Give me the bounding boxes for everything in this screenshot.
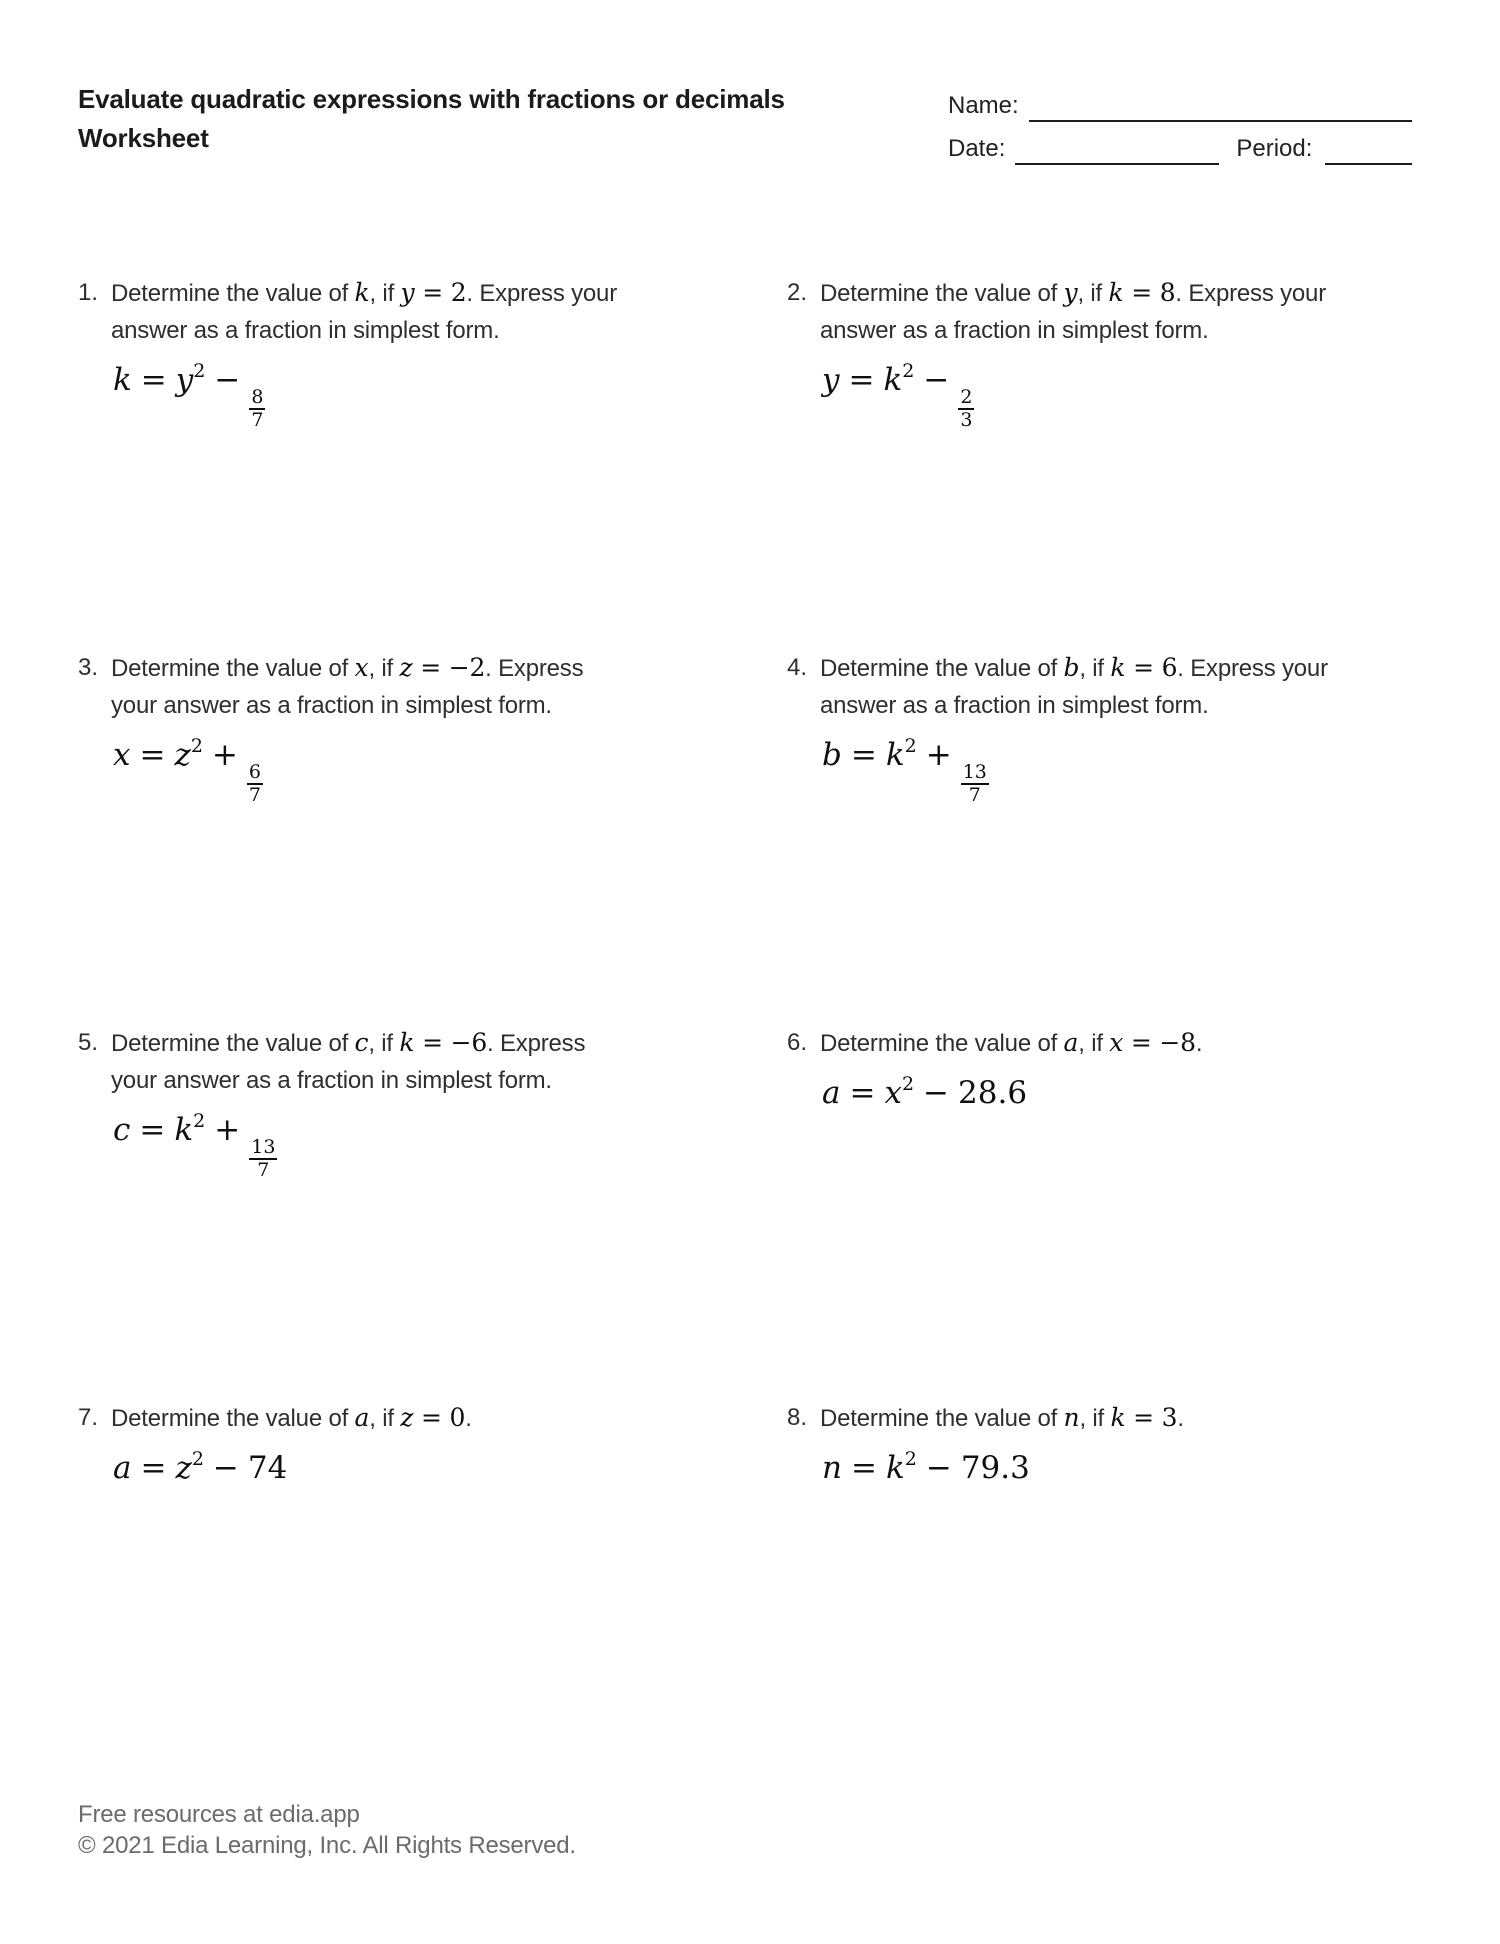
footer-copyright: © 2021 Edia Learning, Inc. All Rights Reserved. <box>78 1832 576 1859</box>
base-variable: k <box>885 737 905 773</box>
fraction-numerator: 13 <box>249 1137 277 1160</box>
prompt-text: Determine the value of <box>820 280 1064 307</box>
math-variable: k <box>1108 278 1124 307</box>
problem-4 <box>787 649 1447 1024</box>
equation-base-term <box>174 1112 205 1147</box>
name-label: Name: <box>948 92 1019 119</box>
problem-5 <box>78 1024 787 1399</box>
fraction-denominator: 7 <box>251 409 264 432</box>
problem-body <box>111 274 787 432</box>
student-fields <box>948 90 1412 176</box>
math-variable: z <box>399 653 413 682</box>
equation <box>113 737 787 807</box>
date-label: Date: <box>948 135 1006 162</box>
equation-base-term <box>175 1450 203 1485</box>
problems-grid <box>78 274 1447 1774</box>
problem-text-line <box>820 274 1447 312</box>
math-value: = 3 <box>1125 1403 1178 1432</box>
equation-lhs: a <box>822 1075 841 1111</box>
equation <box>822 1075 1447 1111</box>
equals-sign: = <box>139 1112 166 1148</box>
date-blank-line <box>1015 139 1219 165</box>
base-variable: z <box>175 1450 192 1486</box>
prompt-text: answer as a fraction in simplest form. <box>111 317 500 344</box>
math-variable: k <box>1110 653 1126 682</box>
problem-text-line <box>820 312 1447 349</box>
exponent: 2 <box>190 735 203 757</box>
problem-number: 1. <box>78 279 99 306</box>
math-value: = 2 <box>414 278 467 307</box>
fraction-numerator: 13 <box>961 762 989 785</box>
operator-sign: − <box>923 1075 950 1111</box>
equals-sign: = <box>850 737 877 773</box>
math-variable: k <box>1110 1403 1126 1432</box>
problem-2 <box>787 274 1447 649</box>
problem-body <box>820 649 1447 807</box>
math-variable: c <box>354 1028 369 1057</box>
prompt-text: , if <box>368 655 400 682</box>
prompt-text: . Express your <box>1177 655 1328 682</box>
constant-value: 28.6 <box>958 1075 1028 1111</box>
math-value: = −8 <box>1123 1028 1196 1057</box>
operator-sign: − <box>923 362 950 398</box>
prompt-text: . <box>1195 1030 1203 1057</box>
equation-lhs: n <box>822 1450 842 1486</box>
base-variable: k <box>174 1112 194 1148</box>
problem-text-line <box>111 1024 787 1062</box>
operator-sign: + <box>214 1112 241 1148</box>
prompt-text: , if <box>1079 655 1111 682</box>
fraction <box>249 1137 277 1182</box>
prompt-text: Determine the value of <box>820 1405 1064 1432</box>
prompt-text: answer as a fraction in simplest form. <box>820 317 1209 344</box>
problem-1 <box>78 274 787 649</box>
math-value: = 8 <box>1123 278 1176 307</box>
math-variable: y <box>400 278 415 307</box>
problem-number: 6. <box>787 1029 808 1056</box>
problem-text-line <box>820 687 1447 724</box>
math-variable: b <box>1063 653 1080 682</box>
problem-body <box>820 1399 1447 1486</box>
operator-sign: − <box>212 1450 239 1486</box>
exponent: 2 <box>902 360 915 382</box>
fraction <box>961 762 989 807</box>
equals-sign: = <box>140 1450 167 1486</box>
math-value: = 6 <box>1125 653 1178 682</box>
fraction <box>247 762 263 807</box>
problem-body <box>820 274 1447 432</box>
fraction-denominator: 3 <box>960 409 973 432</box>
fraction-numerator: 2 <box>958 387 974 410</box>
problem-text-line <box>820 1024 1447 1062</box>
problem-number: 8. <box>787 1404 808 1431</box>
problem-body <box>111 1024 787 1182</box>
equals-sign: = <box>848 362 875 398</box>
base-variable: k <box>883 362 903 398</box>
equation-base-term <box>884 362 915 397</box>
math-variable: z <box>400 1403 414 1432</box>
prompt-text: Determine the value of <box>111 1030 355 1057</box>
equals-sign: = <box>849 1075 876 1111</box>
math-variable: k <box>399 1028 415 1057</box>
footer-source: Free resources at edia.app <box>78 1801 360 1828</box>
equation-lhs: k <box>113 362 132 398</box>
prompt-text: . <box>1177 1405 1184 1432</box>
exponent: 2 <box>904 1448 917 1470</box>
prompt-text: your answer as a fraction in simplest form. <box>111 1067 552 1094</box>
equation-base-term <box>886 1450 917 1485</box>
worksheet-title-line2: Worksheet <box>78 123 209 153</box>
math-variable: x <box>1109 1028 1124 1057</box>
equation-lhs: y <box>822 362 840 398</box>
fraction-denominator: 7 <box>257 1159 270 1182</box>
math-value: = 0 <box>413 1403 466 1432</box>
prompt-text: , if <box>1077 280 1109 307</box>
problem-text-line <box>111 687 787 724</box>
prompt-text: , if <box>368 1030 400 1057</box>
math-variable: a <box>1063 1028 1079 1057</box>
fraction-denominator: 7 <box>248 784 261 807</box>
prompt-text: , if <box>369 280 401 307</box>
fraction-numerator: 6 <box>247 762 263 785</box>
problem-text-line <box>111 649 787 687</box>
problem-text-line <box>111 274 787 312</box>
problem-body <box>111 649 787 807</box>
problem-text-line <box>111 1062 787 1099</box>
equation <box>113 1112 787 1182</box>
math-value: = −2 <box>412 653 486 682</box>
equation-base-term <box>886 737 917 772</box>
problem-number: 2. <box>787 279 808 306</box>
problem-text-line <box>111 312 787 349</box>
equation-base-term <box>174 737 202 772</box>
page-footer <box>78 1799 576 1861</box>
equals-sign: = <box>139 737 166 773</box>
fraction <box>958 387 974 432</box>
math-variable: n <box>1063 1403 1080 1432</box>
name-blank-line <box>1029 96 1412 122</box>
prompt-text: Determine the value of <box>820 655 1064 682</box>
exponent: 2 <box>904 735 917 757</box>
equation <box>822 737 1447 807</box>
exponent: 2 <box>901 1073 915 1095</box>
base-variable: x <box>884 1075 902 1111</box>
operator-sign: + <box>211 737 238 773</box>
base-variable: z <box>174 737 191 773</box>
equation-base-term <box>884 1075 914 1110</box>
equation <box>822 1450 1447 1486</box>
problem-number: 3. <box>78 654 99 681</box>
problem-body <box>820 1024 1447 1111</box>
math-variable: y <box>1063 278 1078 307</box>
problem-8 <box>787 1399 1447 1774</box>
equation-lhs: x <box>113 737 131 773</box>
exponent: 2 <box>191 1448 204 1470</box>
prompt-text: , if <box>1079 1405 1111 1432</box>
prompt-text: . Express your <box>1175 280 1326 307</box>
fraction-numerator: 8 <box>249 387 265 410</box>
equation-lhs: a <box>113 1450 132 1486</box>
prompt-text: Determine the value of <box>820 1030 1064 1057</box>
date-period-field-row <box>948 133 1412 165</box>
prompt-text: , if <box>369 1405 401 1432</box>
equation <box>113 1450 787 1486</box>
problem-text-line <box>820 1399 1447 1437</box>
prompt-text: Determine the value of <box>111 655 355 682</box>
problem-7 <box>78 1399 787 1774</box>
name-field-row <box>948 90 1412 122</box>
constant-value: 74 <box>247 1450 288 1486</box>
problem-number: 4. <box>787 654 808 681</box>
equation-lhs: b <box>822 737 842 773</box>
fraction <box>249 387 265 432</box>
problem-3 <box>78 649 787 1024</box>
operator-sign: + <box>925 737 952 773</box>
prompt-text: your answer as a fraction in simplest form. <box>111 692 552 719</box>
equals-sign: = <box>850 1450 877 1486</box>
problem-number: 5. <box>78 1029 99 1056</box>
equals-sign: = <box>140 362 167 398</box>
exponent: 2 <box>193 360 206 382</box>
worksheet-title <box>78 80 798 158</box>
prompt-text: , if <box>1078 1030 1110 1057</box>
problem-text-line <box>820 649 1447 687</box>
base-variable: k <box>885 1450 905 1486</box>
prompt-text: . Express <box>485 655 584 682</box>
worksheet-title-line1: Evaluate quadratic expressions with fractions or decimals <box>78 84 785 114</box>
math-value: = −6 <box>414 1028 488 1057</box>
prompt-text: Determine the value of <box>111 1405 355 1432</box>
prompt-text: . <box>465 1405 472 1432</box>
math-variable: k <box>354 278 370 307</box>
prompt-text: Determine the value of <box>111 280 355 307</box>
prompt-text: . Express <box>487 1030 586 1057</box>
problem-number: 7. <box>78 1404 99 1431</box>
prompt-text: answer as a fraction in simplest form. <box>820 692 1209 719</box>
equation <box>822 362 1447 432</box>
problem-body <box>111 1399 787 1486</box>
operator-sign: − <box>214 362 241 398</box>
prompt-text: . Express your <box>466 280 617 307</box>
operator-sign: − <box>925 1450 952 1486</box>
base-variable: y <box>175 362 194 398</box>
exponent: 2 <box>193 1110 206 1132</box>
equation <box>113 362 787 432</box>
problem-6 <box>787 1024 1447 1399</box>
equation-lhs: c <box>113 1112 131 1148</box>
fraction-denominator: 7 <box>968 784 981 807</box>
equation-base-term <box>176 362 206 397</box>
math-variable: a <box>354 1403 370 1432</box>
problem-text-line <box>111 1399 787 1437</box>
constant-value: 79.3 <box>960 1450 1030 1486</box>
period-label: Period: <box>1236 135 1313 162</box>
math-variable: x <box>354 653 369 682</box>
period-blank-line <box>1325 139 1412 165</box>
